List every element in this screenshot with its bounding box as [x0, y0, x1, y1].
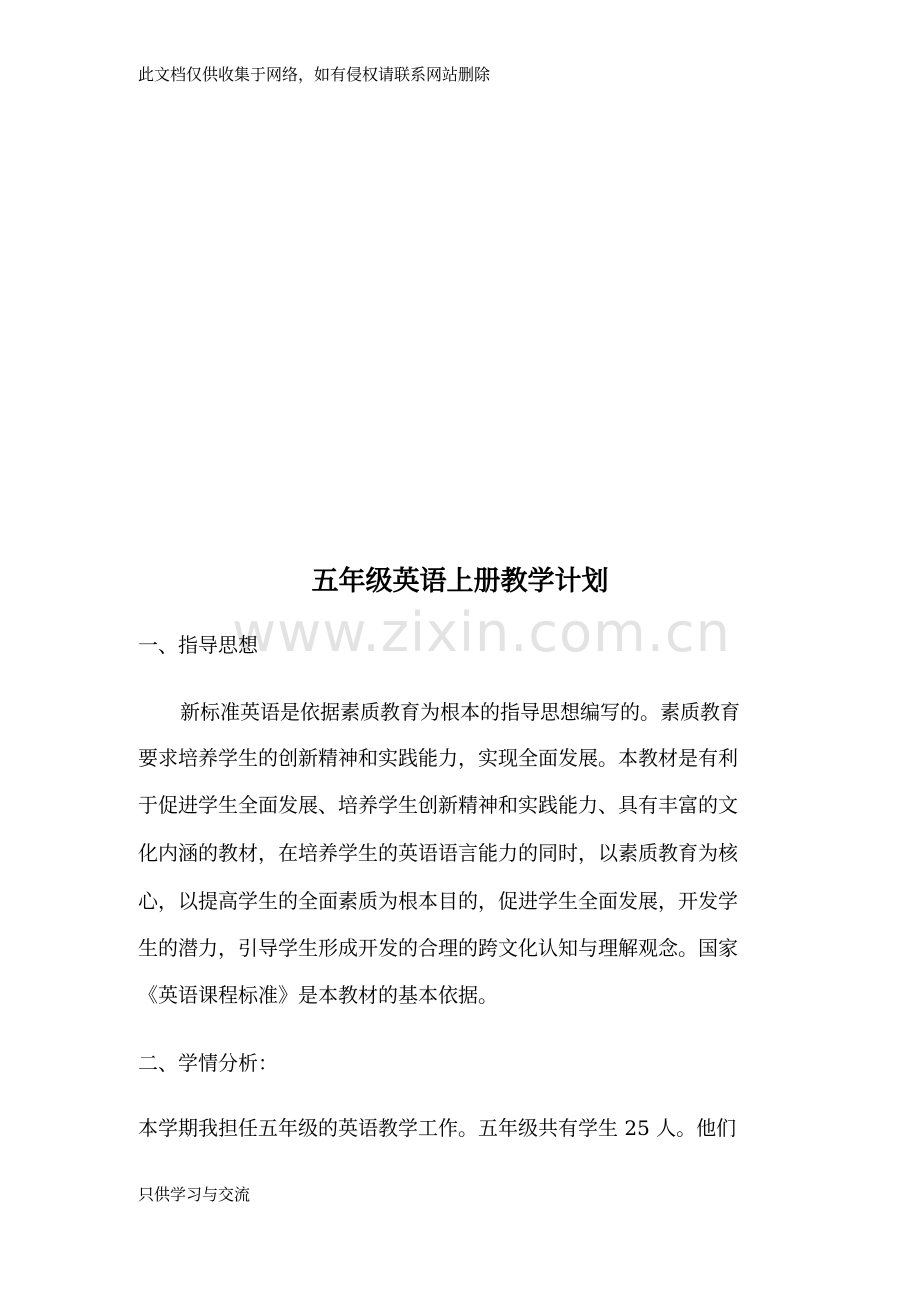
document-title: 五年级英语上册教学计划	[311, 566, 609, 597]
paragraph-line: 生的潜力，引导学生形成开发的合理的跨文化认知与理解观念。国家	[138, 936, 738, 960]
paragraph-line: 《英语课程标准》是本教材的基本依据。	[138, 983, 498, 1007]
paragraph-line: 本学期我担任五年级的英语教学工作。五年级共有学生 25 人。他们	[138, 1116, 737, 1140]
section-heading-2: 二、学情分析：	[138, 1051, 278, 1075]
paragraph-line: 于促进学生全面发展、培养学生创新精神和实践能力、具有丰富的文	[138, 793, 738, 817]
watermark: www.zixin.com.cn	[232, 601, 731, 664]
section-heading-1: 一、指导思想	[138, 633, 258, 657]
paragraph-line: 化内涵的教材，在培养学生的英语语言能力的同时，以素质教育为核	[138, 841, 738, 865]
header-disclaimer: 此文档仅供收集于网络，如有侵权请联系网站删除	[138, 65, 491, 84]
paragraph-line: 新标准英语是依据素质教育为根本的指导思想编写的。素质教育	[180, 700, 740, 724]
paragraph-line: 心，以提高学生的全面素质为根本目的，促进学生全面发展，开发学	[138, 889, 738, 913]
paragraph-line: 要求培养学生的创新精神和实践能力，实现全面发展。本教材是有利	[138, 746, 738, 770]
footer-note: 只供学习与交流	[138, 1185, 251, 1204]
